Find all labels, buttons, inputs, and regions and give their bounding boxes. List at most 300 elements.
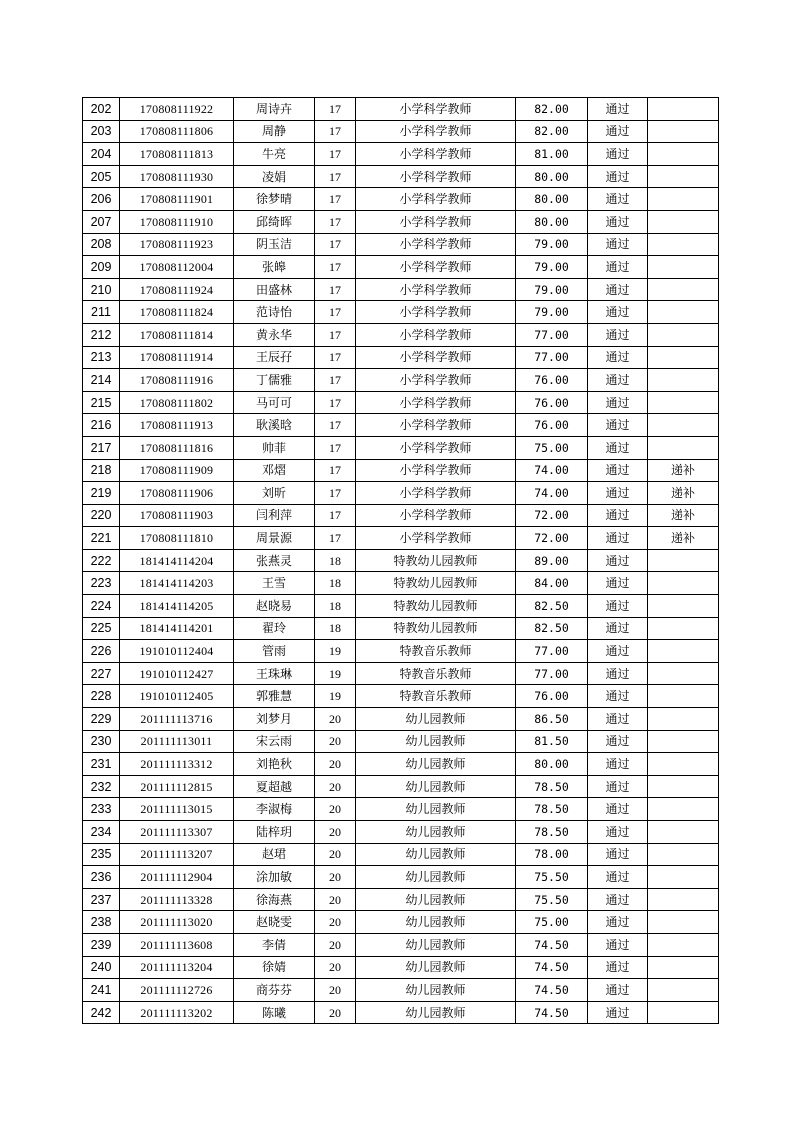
position-code-cell: 19 <box>315 662 356 685</box>
result-cell: 通过 <box>588 278 648 301</box>
result-cell: 通过 <box>588 775 648 798</box>
candidate-name-cell: 商芬芬 <box>234 979 315 1002</box>
note-cell <box>648 821 719 844</box>
exam-id-cell: 170808111906 <box>120 482 234 505</box>
row-number-cell: 239 <box>83 933 120 956</box>
exam-id-cell: 170808111916 <box>120 369 234 392</box>
row-number-cell: 221 <box>83 527 120 550</box>
exam-id-cell: 170808111909 <box>120 459 234 482</box>
note-cell <box>648 233 719 256</box>
candidate-name-cell: 宋云雨 <box>234 730 315 753</box>
note-cell <box>648 323 719 346</box>
exam-id-cell: 201111113312 <box>120 753 234 776</box>
note-cell <box>648 210 719 233</box>
score-cell: 80.00 <box>516 188 588 211</box>
result-cell: 通过 <box>588 708 648 731</box>
result-cell: 通过 <box>588 482 648 505</box>
row-number-cell: 226 <box>83 640 120 663</box>
position-name-cell: 幼儿园教师 <box>356 843 516 866</box>
candidate-name-cell: 徐婧 <box>234 956 315 979</box>
position-name-cell: 小学科学教师 <box>356 369 516 392</box>
exam-id-cell: 170808111816 <box>120 436 234 459</box>
table-row <box>83 143 719 166</box>
result-cell: 通过 <box>588 301 648 324</box>
table-row <box>83 595 719 618</box>
candidate-name-cell: 徐海燕 <box>234 888 315 911</box>
candidate-name-cell: 田盛林 <box>234 278 315 301</box>
note-cell <box>648 391 719 414</box>
candidate-name-cell: 邓熠 <box>234 459 315 482</box>
table-body <box>83 98 719 1024</box>
note-cell <box>648 346 719 369</box>
result-cell: 通过 <box>588 549 648 572</box>
note-cell <box>648 662 719 685</box>
candidate-name-cell: 陆梓玥 <box>234 821 315 844</box>
table-row <box>83 120 719 143</box>
note-cell <box>648 120 719 143</box>
position-code-cell: 17 <box>315 414 356 437</box>
exam-id-cell: 201111113608 <box>120 933 234 956</box>
exam-id-cell: 181414114204 <box>120 549 234 572</box>
score-cell: 82.00 <box>516 120 588 143</box>
score-cell: 74.50 <box>516 1001 588 1024</box>
table-row <box>83 662 719 685</box>
table-row <box>83 798 719 821</box>
table-row <box>83 346 719 369</box>
score-cell: 76.00 <box>516 685 588 708</box>
position-code-cell: 20 <box>315 798 356 821</box>
row-number-cell: 229 <box>83 708 120 731</box>
result-cell: 通过 <box>588 979 648 1002</box>
result-cell: 通过 <box>588 595 648 618</box>
row-number-cell: 216 <box>83 414 120 437</box>
result-cell: 通过 <box>588 662 648 685</box>
note-cell <box>648 798 719 821</box>
table-row <box>83 323 719 346</box>
exam-id-cell: 170808111922 <box>120 98 234 121</box>
result-cell: 通过 <box>588 210 648 233</box>
position-name-cell: 小学科学教师 <box>356 527 516 550</box>
table-row <box>83 188 719 211</box>
note-cell <box>648 414 719 437</box>
table-row <box>83 504 719 527</box>
position-name-cell: 小学科学教师 <box>356 98 516 121</box>
position-name-cell: 小学科学教师 <box>356 301 516 324</box>
position-code-cell: 18 <box>315 549 356 572</box>
position-code-cell: 20 <box>315 843 356 866</box>
position-code-cell: 18 <box>315 595 356 618</box>
note-cell: 递补 <box>648 527 719 550</box>
position-code-cell: 17 <box>315 233 356 256</box>
score-cell: 82.50 <box>516 595 588 618</box>
note-cell: 递补 <box>648 482 719 505</box>
table-row <box>83 391 719 414</box>
note-cell <box>648 866 719 889</box>
result-cell: 通过 <box>588 346 648 369</box>
position-name-cell: 小学科学教师 <box>356 188 516 211</box>
score-cell: 79.00 <box>516 256 588 279</box>
note-cell <box>648 685 719 708</box>
score-cell: 77.00 <box>516 640 588 663</box>
position-name-cell: 小学科学教师 <box>356 165 516 188</box>
candidate-name-cell: 李倩 <box>234 933 315 956</box>
table-row <box>83 775 719 798</box>
position-code-cell: 20 <box>315 933 356 956</box>
position-name-cell: 小学科学教师 <box>356 346 516 369</box>
position-code-cell: 17 <box>315 346 356 369</box>
position-code-cell: 17 <box>315 256 356 279</box>
exam-id-cell: 170808111903 <box>120 504 234 527</box>
row-number-cell: 234 <box>83 821 120 844</box>
note-cell <box>648 753 719 776</box>
note-cell: 递补 <box>648 504 719 527</box>
row-number-cell: 218 <box>83 459 120 482</box>
position-name-cell: 小学科学教师 <box>356 436 516 459</box>
exam-id-cell: 170808111810 <box>120 527 234 550</box>
position-name-cell: 小学科学教师 <box>356 459 516 482</box>
row-number-cell: 208 <box>83 233 120 256</box>
position-code-cell: 20 <box>315 956 356 979</box>
row-number-cell: 232 <box>83 775 120 798</box>
position-code-cell: 20 <box>315 821 356 844</box>
row-number-cell: 220 <box>83 504 120 527</box>
note-cell <box>648 1001 719 1024</box>
result-cell: 通过 <box>588 391 648 414</box>
score-cell: 76.00 <box>516 369 588 392</box>
candidate-name-cell: 周景源 <box>234 527 315 550</box>
score-cell: 80.00 <box>516 210 588 233</box>
position-name-cell: 幼儿园教师 <box>356 775 516 798</box>
position-name-cell: 特教音乐教师 <box>356 640 516 663</box>
result-cell: 通过 <box>588 956 648 979</box>
table-row <box>83 821 719 844</box>
position-name-cell: 幼儿园教师 <box>356 798 516 821</box>
result-cell: 通过 <box>588 640 648 663</box>
result-cell: 通过 <box>588 798 648 821</box>
exam-id-cell: 170808111923 <box>120 233 234 256</box>
score-cell: 77.00 <box>516 323 588 346</box>
score-cell: 80.00 <box>516 165 588 188</box>
position-name-cell: 幼儿园教师 <box>356 911 516 934</box>
note-cell <box>648 730 719 753</box>
score-cell: 78.50 <box>516 775 588 798</box>
candidate-name-cell: 涂加敏 <box>234 866 315 889</box>
position-name-cell: 小学科学教师 <box>356 278 516 301</box>
exam-id-cell: 201111113015 <box>120 798 234 821</box>
position-code-cell: 17 <box>315 459 356 482</box>
row-number-cell: 205 <box>83 165 120 188</box>
exam-id-cell: 170808111910 <box>120 210 234 233</box>
note-cell <box>648 256 719 279</box>
position-code-cell: 20 <box>315 708 356 731</box>
exam-id-cell: 170808111913 <box>120 414 234 437</box>
candidate-name-cell: 马可可 <box>234 391 315 414</box>
position-name-cell: 小学科学教师 <box>356 210 516 233</box>
row-number-cell: 206 <box>83 188 120 211</box>
result-cell: 通过 <box>588 414 648 437</box>
table-row <box>83 911 719 934</box>
position-name-cell: 幼儿园教师 <box>356 956 516 979</box>
position-name-cell: 小学科学教师 <box>356 256 516 279</box>
table-row <box>83 685 719 708</box>
table-row <box>83 233 719 256</box>
table-row <box>83 753 719 776</box>
position-code-cell: 17 <box>315 504 356 527</box>
result-cell: 通过 <box>588 120 648 143</box>
exam-id-cell: 170808111802 <box>120 391 234 414</box>
score-cell: 89.00 <box>516 549 588 572</box>
note-cell: 递补 <box>648 459 719 482</box>
score-cell: 74.50 <box>516 933 588 956</box>
score-cell: 74.50 <box>516 956 588 979</box>
row-number-cell: 223 <box>83 572 120 595</box>
position-code-cell: 17 <box>315 369 356 392</box>
table-row <box>83 572 719 595</box>
note-cell <box>648 436 719 459</box>
position-name-cell: 幼儿园教师 <box>356 730 516 753</box>
position-name-cell: 特教幼儿园教师 <box>356 572 516 595</box>
exam-id-cell: 170808111901 <box>120 188 234 211</box>
position-code-cell: 20 <box>315 888 356 911</box>
candidate-name-cell: 徐梦晴 <box>234 188 315 211</box>
score-cell: 78.50 <box>516 798 588 821</box>
score-cell: 77.00 <box>516 346 588 369</box>
score-cell: 84.00 <box>516 572 588 595</box>
position-code-cell: 20 <box>315 979 356 1002</box>
position-name-cell: 小学科学教师 <box>356 414 516 437</box>
exam-id-cell: 201111113207 <box>120 843 234 866</box>
results-table <box>82 97 719 1024</box>
position-code-cell: 17 <box>315 436 356 459</box>
score-cell: 78.50 <box>516 821 588 844</box>
candidate-name-cell: 刘梦月 <box>234 708 315 731</box>
table-row <box>83 549 719 572</box>
score-cell: 72.00 <box>516 527 588 550</box>
row-number-cell: 236 <box>83 866 120 889</box>
result-cell: 通过 <box>588 933 648 956</box>
exam-id-cell: 170808112004 <box>120 256 234 279</box>
position-name-cell: 特教音乐教师 <box>356 662 516 685</box>
candidate-name-cell: 郭雅慧 <box>234 685 315 708</box>
position-code-cell: 17 <box>315 98 356 121</box>
position-code-cell: 20 <box>315 775 356 798</box>
note-cell <box>648 933 719 956</box>
score-cell: 79.00 <box>516 278 588 301</box>
position-name-cell: 小学科学教师 <box>356 143 516 166</box>
row-number-cell: 210 <box>83 278 120 301</box>
exam-id-cell: 201111113011 <box>120 730 234 753</box>
position-code-cell: 17 <box>315 391 356 414</box>
note-cell <box>648 911 719 934</box>
position-code-cell: 20 <box>315 753 356 776</box>
row-number-cell: 224 <box>83 595 120 618</box>
exam-id-cell: 201111113202 <box>120 1001 234 1024</box>
row-number-cell: 203 <box>83 120 120 143</box>
table-row <box>83 98 719 121</box>
position-name-cell: 特教幼儿园教师 <box>356 549 516 572</box>
candidate-name-cell: 赵珺 <box>234 843 315 866</box>
row-number-cell: 214 <box>83 369 120 392</box>
score-cell: 80.00 <box>516 753 588 776</box>
score-cell: 79.00 <box>516 301 588 324</box>
position-code-cell: 17 <box>315 527 356 550</box>
result-cell: 通过 <box>588 888 648 911</box>
candidate-name-cell: 夏超越 <box>234 775 315 798</box>
score-cell: 81.00 <box>516 143 588 166</box>
table-row <box>83 436 719 459</box>
exam-id-cell: 201111113307 <box>120 821 234 844</box>
table-row <box>83 866 719 889</box>
candidate-name-cell: 范诗怡 <box>234 301 315 324</box>
table-row <box>83 640 719 663</box>
note-cell <box>648 143 719 166</box>
result-cell: 通过 <box>588 143 648 166</box>
position-code-cell: 17 <box>315 143 356 166</box>
note-cell <box>648 188 719 211</box>
result-cell: 通过 <box>588 617 648 640</box>
note-cell <box>648 640 719 663</box>
result-cell: 通过 <box>588 753 648 776</box>
note-cell <box>648 301 719 324</box>
table-row <box>83 527 719 550</box>
candidate-name-cell: 张燕灵 <box>234 549 315 572</box>
candidate-name-cell: 赵晓雯 <box>234 911 315 934</box>
exam-id-cell: 181414114203 <box>120 572 234 595</box>
exam-id-cell: 201111113716 <box>120 708 234 731</box>
note-cell <box>648 278 719 301</box>
row-number-cell: 230 <box>83 730 120 753</box>
score-cell: 82.00 <box>516 98 588 121</box>
score-cell: 81.50 <box>516 730 588 753</box>
note-cell <box>648 708 719 731</box>
score-cell: 79.00 <box>516 233 588 256</box>
row-number-cell: 237 <box>83 888 120 911</box>
table-row <box>83 301 719 324</box>
note-cell <box>648 843 719 866</box>
position-code-cell: 20 <box>315 730 356 753</box>
row-number-cell: 222 <box>83 549 120 572</box>
result-cell: 通过 <box>588 730 648 753</box>
candidate-name-cell: 赵晓易 <box>234 595 315 618</box>
score-cell: 72.00 <box>516 504 588 527</box>
score-cell: 86.50 <box>516 708 588 731</box>
row-number-cell: 215 <box>83 391 120 414</box>
row-number-cell: 242 <box>83 1001 120 1024</box>
exam-id-cell: 181414114201 <box>120 617 234 640</box>
position-code-cell: 19 <box>315 640 356 663</box>
table-row <box>83 414 719 437</box>
position-name-cell: 幼儿园教师 <box>356 753 516 776</box>
row-number-cell: 204 <box>83 143 120 166</box>
position-code-cell: 18 <box>315 572 356 595</box>
row-number-cell: 212 <box>83 323 120 346</box>
candidate-name-cell: 邱绮晖 <box>234 210 315 233</box>
exam-id-cell: 170808111824 <box>120 301 234 324</box>
position-name-cell: 小学科学教师 <box>356 233 516 256</box>
exam-id-cell: 170808111814 <box>120 323 234 346</box>
note-cell <box>648 979 719 1002</box>
score-cell: 75.00 <box>516 911 588 934</box>
candidate-name-cell: 丁儒雅 <box>234 369 315 392</box>
candidate-name-cell: 牛亮 <box>234 143 315 166</box>
note-cell <box>648 572 719 595</box>
exam-id-cell: 201111113020 <box>120 911 234 934</box>
table-row <box>83 933 719 956</box>
result-cell: 通过 <box>588 323 648 346</box>
result-cell: 通过 <box>588 369 648 392</box>
result-cell: 通过 <box>588 821 648 844</box>
row-number-cell: 235 <box>83 843 120 866</box>
score-cell: 75.50 <box>516 866 588 889</box>
table-row <box>83 1001 719 1024</box>
position-name-cell: 小学科学教师 <box>356 391 516 414</box>
exam-id-cell: 181414114205 <box>120 595 234 618</box>
exam-id-cell: 191010112404 <box>120 640 234 663</box>
candidate-name-cell: 黄永华 <box>234 323 315 346</box>
position-name-cell: 幼儿园教师 <box>356 821 516 844</box>
result-cell: 通过 <box>588 165 648 188</box>
position-name-cell: 特教幼儿园教师 <box>356 595 516 618</box>
result-cell: 通过 <box>588 256 648 279</box>
result-cell: 通过 <box>588 504 648 527</box>
position-code-cell: 17 <box>315 482 356 505</box>
row-number-cell: 209 <box>83 256 120 279</box>
candidate-name-cell: 王雪 <box>234 572 315 595</box>
candidate-name-cell: 刘昕 <box>234 482 315 505</box>
result-cell: 通过 <box>588 1001 648 1024</box>
candidate-name-cell: 凌娟 <box>234 165 315 188</box>
row-number-cell: 213 <box>83 346 120 369</box>
row-number-cell: 225 <box>83 617 120 640</box>
position-name-cell: 特教幼儿园教师 <box>356 617 516 640</box>
score-cell: 74.50 <box>516 979 588 1002</box>
row-number-cell: 219 <box>83 482 120 505</box>
score-cell: 77.00 <box>516 662 588 685</box>
note-cell <box>648 617 719 640</box>
candidate-name-cell: 刘艳秋 <box>234 753 315 776</box>
table-row <box>83 730 719 753</box>
note-cell <box>648 775 719 798</box>
result-cell: 通过 <box>588 527 648 550</box>
candidate-name-cell: 张皞 <box>234 256 315 279</box>
note-cell <box>648 165 719 188</box>
candidate-name-cell: 帅菲 <box>234 436 315 459</box>
note-cell <box>648 549 719 572</box>
candidate-name-cell: 王珠琳 <box>234 662 315 685</box>
result-cell: 通过 <box>588 572 648 595</box>
position-name-cell: 幼儿园教师 <box>356 979 516 1002</box>
position-code-cell: 18 <box>315 617 356 640</box>
table-row <box>83 482 719 505</box>
row-number-cell: 202 <box>83 98 120 121</box>
position-code-cell: 17 <box>315 165 356 188</box>
table-row <box>83 278 719 301</box>
position-code-cell: 17 <box>315 301 356 324</box>
score-cell: 82.50 <box>516 617 588 640</box>
table-row <box>83 843 719 866</box>
result-cell: 通过 <box>588 98 648 121</box>
table-row <box>83 708 719 731</box>
table-row <box>83 165 719 188</box>
exam-id-cell: 170808111806 <box>120 120 234 143</box>
result-cell: 通过 <box>588 911 648 934</box>
note-cell <box>648 595 719 618</box>
position-name-cell: 小学科学教师 <box>356 120 516 143</box>
position-name-cell: 小学科学教师 <box>356 323 516 346</box>
candidate-name-cell: 王辰孖 <box>234 346 315 369</box>
row-number-cell: 231 <box>83 753 120 776</box>
exam-id-cell: 170808111813 <box>120 143 234 166</box>
